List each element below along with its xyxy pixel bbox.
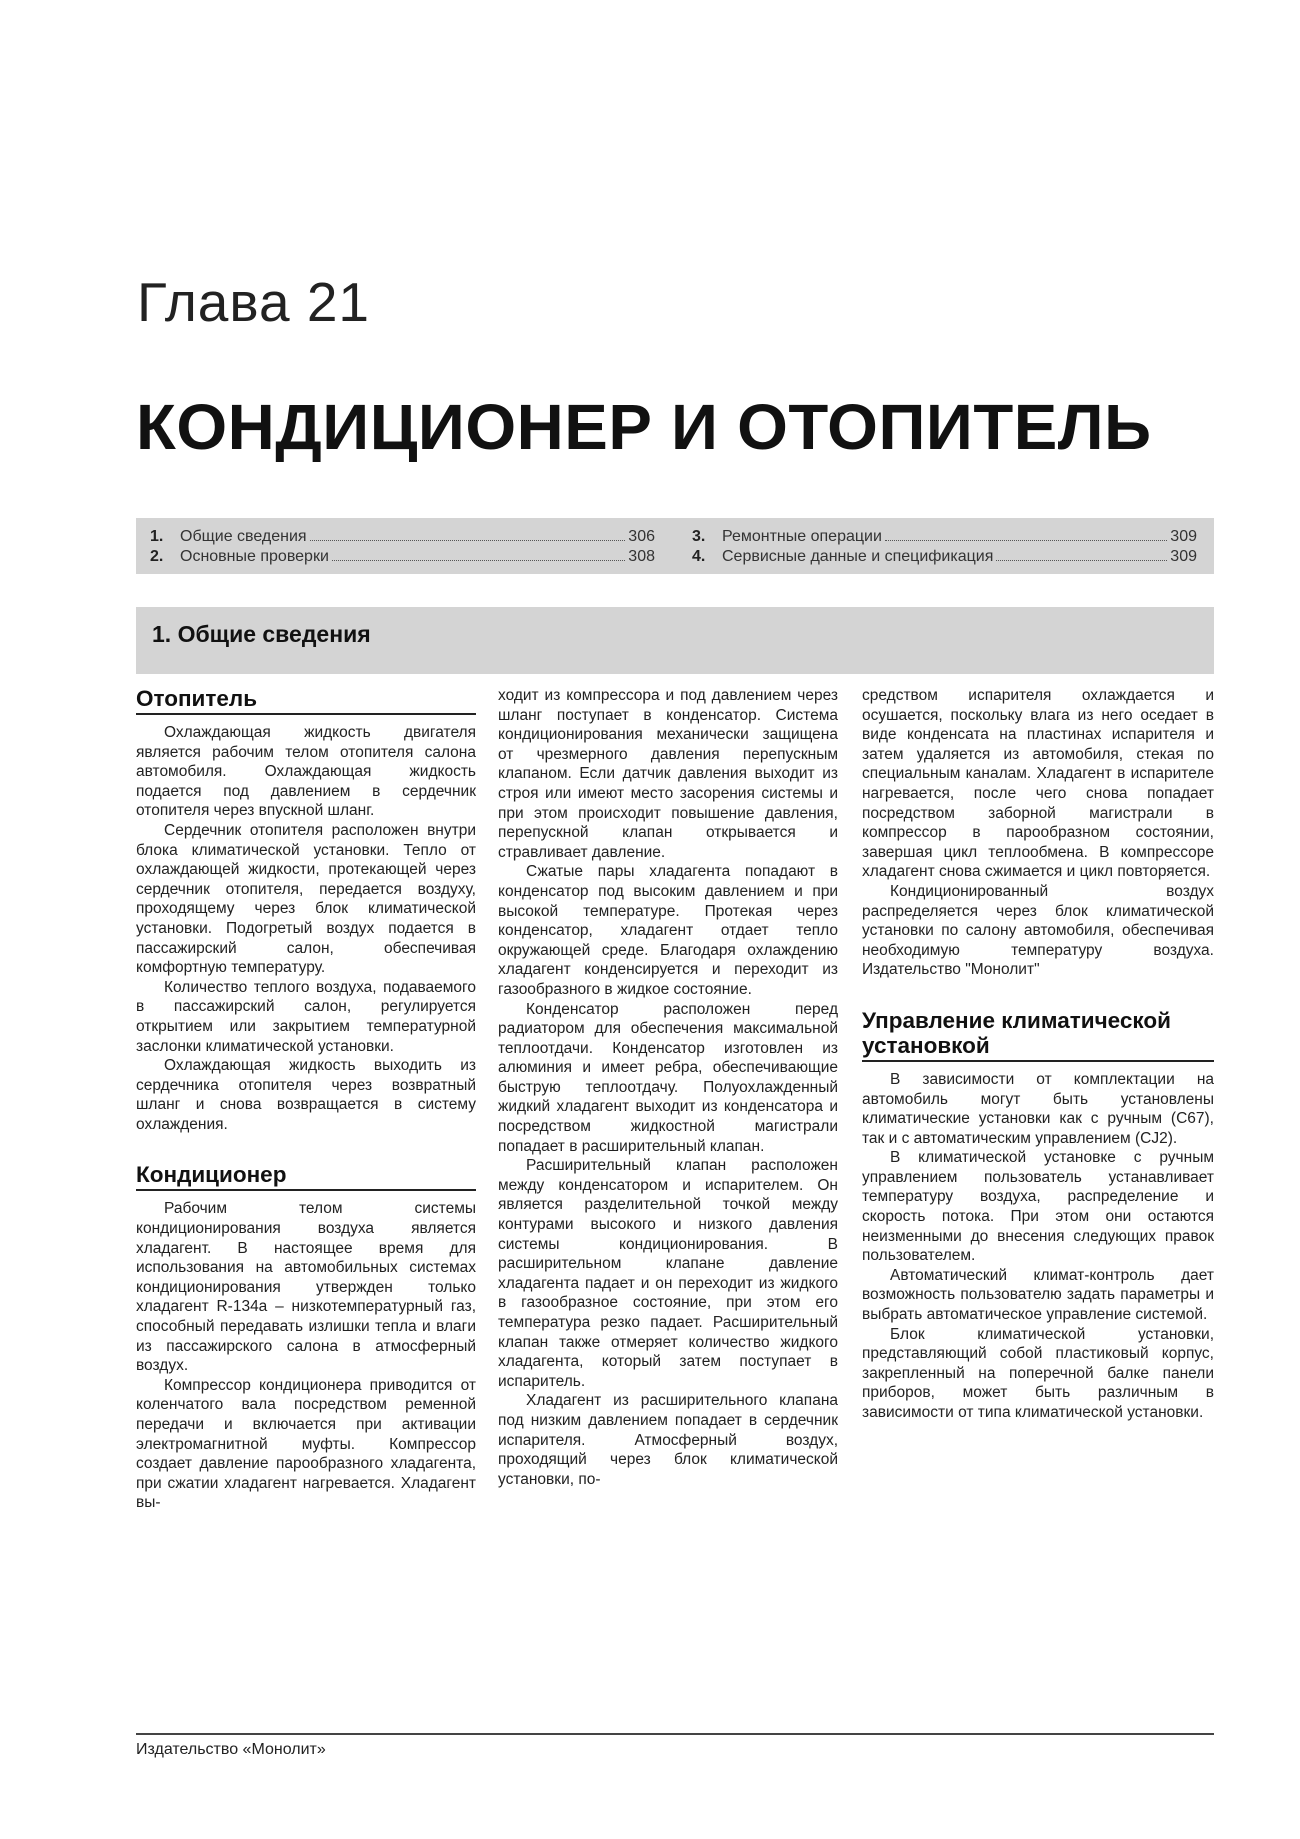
toc-item-number: 3. [692, 528, 706, 545]
toc-item-title: Общие сведения [180, 528, 307, 545]
toc-item-page: 308 [628, 548, 655, 565]
paragraph: Расширительный клапан расположен между конденсатором и испарителем. Он является разделительной точкой между контурами высокого и низкого давления системы кондиционирования. В расширительном клапане давление хладагента падает и он переходит из жидкого в газообразное состояние, при этом его температура резко падает. Расширительный клапан также отмеряет количество жидкого хладагента, который затем поступает в испаритель. [498, 1157, 838, 1390]
table-of-contents [136, 518, 1214, 574]
paragraph: средством испарителя охлаждается и осушается, поскольку влага из него оседает в виде конденсата на пластинах испарителя и затем удаляется из автомобиля, стекая по специальным каналам. Хладагент в испарителе нагревается, после чего снова попадает посредством заборной магистрали в компрессор в парообразном состоянии, завершая цикл теплообмена. В компрессоре хладагент снова сжимается и цикл повторяется. [862, 687, 1214, 881]
toc-item-number: 2. [150, 548, 164, 565]
toc-item-title: Сервисные данные и спецификация [722, 548, 994, 565]
paragraph: Конденсатор расположен перед радиатором для обеспечения максимальной теплоотдачи. Конденсатор изготовлен из алюминия и имеет ребра, обеспечивающие быструю теплоотдачу. Полуохлажденный жидкий хладагент выходит из конденсатора и посредством жидкостной магистрали попадает в расширительный клапан. [498, 1000, 838, 1155]
text-column-1 [136, 686, 476, 1513]
subheading-climate-control: Управление климатической установкой [862, 1008, 1214, 1062]
paragraph: Блок климатической установки, представляющий собой пластиковый корпус, закрепленный на поперечной балке панели приборов, может быть различным в зависимости от типа климатической установки. [862, 1325, 1214, 1421]
paragraph: ходит из компрессора и под давлением через шланг поступает в конденсатор. Система кондиционирования механически защищена от чрезмерного давления перепускным клапаном. Если датчик давления выходит из строя или имеют место засорения системы и при этом происходит повышение давления, перепускной клапан открывается и стравливает давление. [498, 687, 838, 861]
section-title: 1. Общие сведения [152, 621, 371, 647]
toc-item-number: 4. [692, 548, 706, 565]
paragraph: Кондиционированный воздух распределяется через блок климатической установки по салону автомобиля, обеспечивая необходимую температуру воздуха. Издательство "Монолит" [862, 882, 1214, 979]
toc-item-title: Ремонтные операции [722, 528, 882, 545]
toc-item-page: 309 [1170, 548, 1197, 565]
paragraph: Сжатые пары хладагента попадают в конденсатор под высоким давлением и при высокой температуре. Протекая через конденсатор, хладагент отдает тепло окружающей среде. Благодаря охлаждению хладагент конденсируется и переходит из газообразного в жидкое состояние. [498, 863, 838, 998]
toc-leader-dots [885, 540, 1167, 541]
paragraph: В зависимости от комплектации на автомобиль могут быть установлены климатические установки как с ручным (C67), так и с автоматическим управлением (CJ2). [862, 1070, 1214, 1147]
chapter-title: КОНДИЦИОНЕР И ОТОПИТЕЛЬ [136, 391, 1152, 463]
paragraph: В климатической установке с ручным управлением пользователь устанавливает температуру воздуха, распределение и скорость потока. При этом они остаются неизменными до внесения следующих правок пользователем. [862, 1149, 1214, 1265]
subheading-heater: Отопитель [136, 686, 476, 715]
chapter-label: Глава 21 [137, 271, 371, 333]
paragraph: Количество теплого воздуха, подаваемого в пассажирский салон, регулируется открытием или закрытием температурной заслонки климатической установки. [136, 978, 476, 1055]
paragraph: Сердечник отопителя расположен внутри блока климатической установки. Тепло от охлаждающей жидкости, протекающей через сердечник отопителя, передается воздуху, проходящему через блок климатической установки. Подогретый воздух подается в пассажирский салон, обеспечивая комфортную температуру. [136, 821, 476, 977]
footer-publisher: Издательство «Монолит» [136, 1741, 326, 1758]
text-column-2 [498, 686, 838, 1489]
toc-item[interactable] [692, 527, 1197, 547]
subheading-air-conditioner: Кондиционер [136, 1162, 476, 1191]
toc-item[interactable] [150, 527, 655, 547]
section-header-bar [136, 607, 1214, 674]
toc-item-number: 1. [150, 528, 164, 545]
toc-item-page: 306 [628, 528, 655, 545]
paragraph: Охлаждающая жидкость двигателя является рабочим телом отопителя салона автомобиля. Охлаждающая жидкость подается под давлением в сердечник отопителя через впускной шланг. [136, 724, 476, 820]
toc-leader-dots [310, 540, 626, 541]
toc-column-left [150, 527, 655, 567]
paragraph: Рабочим телом системы кондиционирования воздуха является хладагент. В настоящее время для использования на автомобильных системах кондиционирования утвержден только хладагент R-134a – низкотемпературный газ, способный передавать излишки тепла и влаги из пассажирского салона в атмосферный воздух. [136, 1200, 476, 1375]
toc-item[interactable] [150, 547, 655, 567]
paragraph: Компрессор кондиционера приводится от коленчатого вала посредством ременной передачи и включается при активации электромагнитной муфты. Компрессор создает давление парообразного хладагента, при сжатии хладагент нагревается. Хладагент вы- [136, 1376, 476, 1512]
toc-leader-dots [332, 560, 625, 561]
toc-item[interactable] [692, 547, 1197, 567]
paragraph: Автоматический климат-контроль дает возможность пользователю задать параметры и выбрать автоматическое управление системой. [862, 1266, 1214, 1324]
paragraph: Охлаждающая жидкость выходить из сердечника отопителя через возвратный шланг и снова возвращается в систему охлаждения. [136, 1057, 476, 1133]
toc-column-right [692, 527, 1197, 567]
toc-item-page: 309 [1170, 528, 1197, 545]
toc-leader-dots [996, 560, 1167, 561]
paragraph: Хладагент из расширительного клапана под низким давлением попадает в сердечник испарителя. Атмосферный воздух, проходящий через блок климатической установки, по- [498, 1392, 838, 1488]
text-column-3 [862, 686, 1214, 1423]
footer-divider [136, 1733, 1214, 1735]
toc-item-title: Основные проверки [180, 548, 329, 565]
